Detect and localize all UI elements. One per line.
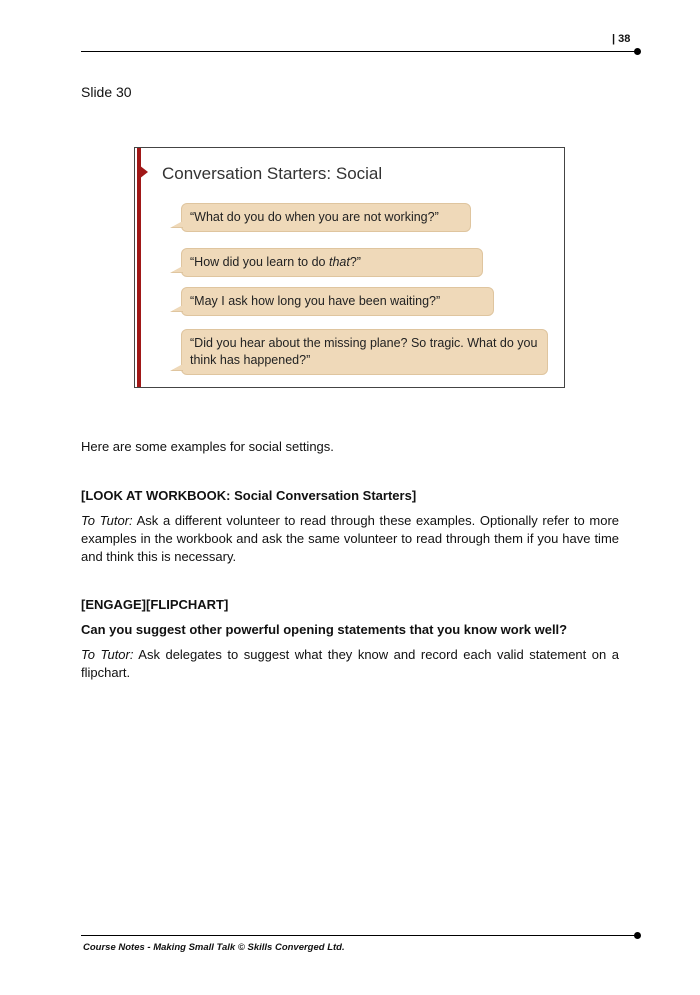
- slide-accent-bar: [137, 148, 141, 387]
- tutor-label: To Tutor:: [81, 513, 133, 528]
- speech-bubble: “Did you hear about the missing plane? So tragic. What do you think has happened?”: [181, 329, 548, 375]
- slide-title: Conversation Starters: Social: [162, 164, 383, 183]
- speech-bubble: [181, 248, 483, 277]
- tutor-note: [81, 646, 619, 682]
- page-number: | 38: [612, 33, 631, 45]
- bubble-emphasis: that: [328, 255, 350, 269]
- discussion-question: Can you suggest other powerful opening statements that you know work well?: [81, 622, 568, 637]
- bubble-text: ?”: [349, 255, 361, 269]
- bubble-text: “How did you learn to do: [190, 255, 329, 269]
- tutor-note: [81, 512, 619, 566]
- speech-bubble: “May I ask how long you have been waiting?”: [181, 287, 494, 316]
- tutor-text: Ask a different volunteer to read through these examples. Optionally refer to more examples in the workbook and ask the same volunteer to read through them if you have time and think this is necessary.: [81, 513, 619, 564]
- rule-dot: [634, 48, 641, 55]
- slide-label: Slide 30: [81, 84, 132, 100]
- header-rule: [81, 51, 637, 52]
- section-heading: [LOOK AT WORKBOOK: Social Conversation Starters]: [81, 488, 417, 503]
- intro-paragraph: Here are some examples for social settings.: [81, 439, 334, 454]
- slide-arrow-icon: [139, 165, 148, 179]
- rule-dot: [634, 932, 641, 939]
- tutor-label: To Tutor:: [81, 647, 134, 662]
- slide-thumbnail: [134, 147, 565, 388]
- speech-bubble: “What do you do when you are not working?”: [181, 203, 471, 232]
- footer-text: Course Notes - Making Small Talk © Skills Converged Ltd.: [83, 942, 345, 953]
- footer-rule: [81, 935, 637, 936]
- tutor-text: Ask delegates to suggest what they know and record each valid statement on a flipchart.: [81, 647, 619, 680]
- section-heading: [ENGAGE][FLIPCHART]: [81, 597, 229, 612]
